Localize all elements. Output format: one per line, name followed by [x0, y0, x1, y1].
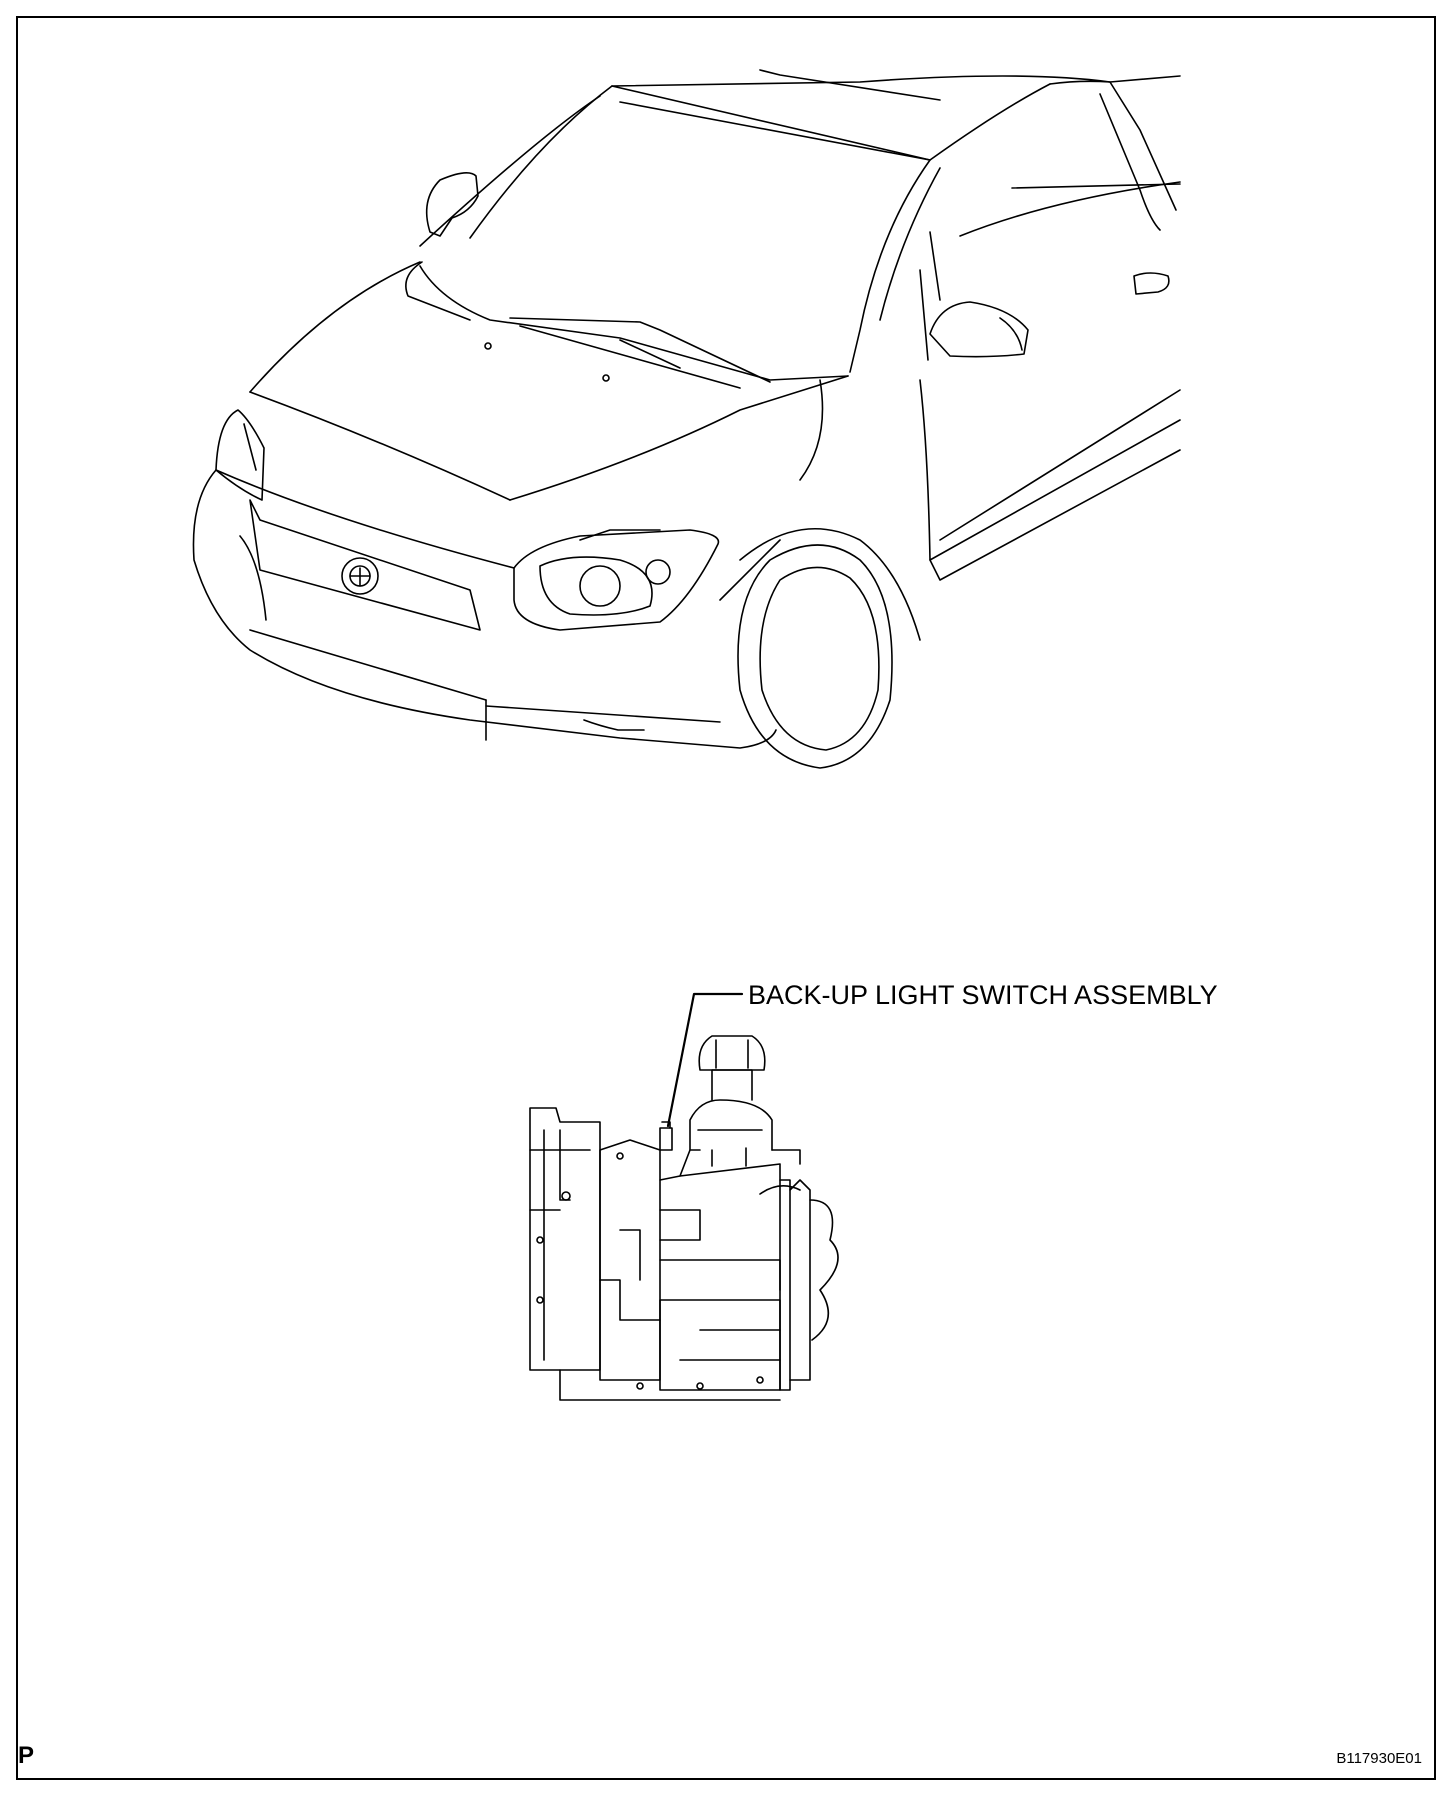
- figure-id: B117930E01: [1336, 1750, 1422, 1767]
- transmission-illustration: [530, 1036, 838, 1400]
- callout-label: BACK-UP LIGHT SWITCH ASSEMBLY: [748, 980, 1218, 1010]
- corner-mark: P: [18, 1742, 35, 1769]
- callout-leader-line: [668, 994, 742, 1126]
- backup-light-switch-part: [660, 1128, 672, 1150]
- vehicle-illustration: [193, 70, 1180, 768]
